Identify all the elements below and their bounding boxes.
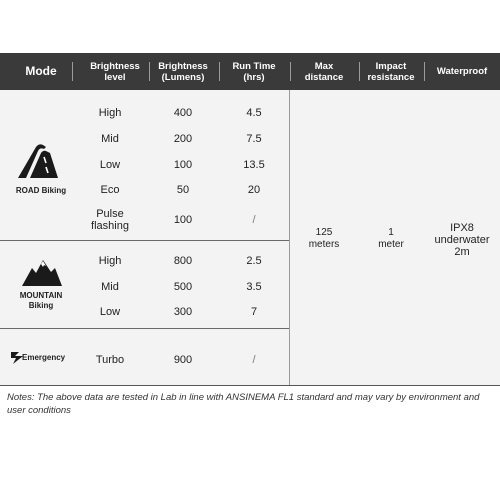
cell-lumens: 900: [173, 354, 193, 366]
cell-runtime: 2.5: [246, 255, 262, 267]
header-impact-resistance: Impact resistance: [367, 60, 415, 83]
cell-level: Turbo: [95, 354, 125, 366]
notes-text: Notes: The above data are tested in Lab in line with ANSINEMA FL1 standard and may vary by environment and user conditions: [7, 392, 480, 416]
header-brightness-level: Brightness level: [90, 60, 140, 83]
shared-waterproof: IPX8 underwater 2m: [434, 222, 490, 258]
cell-lumens: 200: [173, 133, 193, 145]
cell-level: Low: [99, 159, 121, 171]
cell-runtime: 7: [250, 306, 258, 318]
table-header: [0, 53, 500, 90]
header-mode: Mode: [25, 64, 57, 78]
header-max-distance: Max distance: [304, 60, 344, 83]
cell-level: Low: [99, 306, 121, 318]
cell-level: Mid: [101, 281, 119, 293]
table-bottom-border: [0, 385, 500, 386]
cell-lumens: 100: [173, 214, 193, 226]
header-waterproof: Waterproof: [436, 66, 488, 77]
cell-lumens: 400: [173, 107, 193, 119]
mode-label-mountain: MOUNTAIN Biking: [19, 291, 63, 310]
header-brightness-lumens: Brightness (Lumens): [158, 60, 208, 83]
cell-lumens: 300: [173, 306, 193, 318]
cell-level: High: [98, 255, 122, 267]
mode-label-emergency: Emergency: [22, 353, 66, 362]
mode-road-biking: [0, 90, 82, 240]
road-icon: [16, 143, 60, 179]
cell-level: High: [98, 107, 122, 119]
cell-lumens: 50: [176, 184, 190, 196]
cell-lumens: 800: [173, 255, 193, 267]
cell-lumens: 100: [173, 159, 193, 171]
mountain-icon: [22, 260, 62, 286]
cell-runtime: 4.5: [246, 107, 262, 119]
spec-table: [0, 53, 500, 385]
cell-level: Eco: [100, 184, 120, 196]
cell-level: Mid: [101, 133, 119, 145]
cell-level: Pulse flashing: [91, 208, 129, 232]
cell-runtime: 20: [247, 184, 261, 196]
shared-max-distance: 125 meters: [308, 227, 340, 250]
header-run-time: Run Time (hrs): [232, 60, 276, 83]
cell-runtime: 3.5: [246, 281, 262, 293]
shared-impact-resistance: 1 meter: [378, 227, 404, 250]
mode-emergency: [0, 329, 82, 385]
mode-mountain-biking: [0, 241, 82, 328]
cell-runtime: /: [252, 354, 256, 366]
cell-runtime: 13.5: [243, 159, 265, 171]
mode-label-road: ROAD Biking: [15, 186, 67, 195]
cell-lumens: 500: [173, 281, 193, 293]
cell-runtime: 7.5: [246, 133, 262, 145]
header-divider: [72, 62, 73, 81]
cell-runtime: /: [252, 214, 256, 226]
